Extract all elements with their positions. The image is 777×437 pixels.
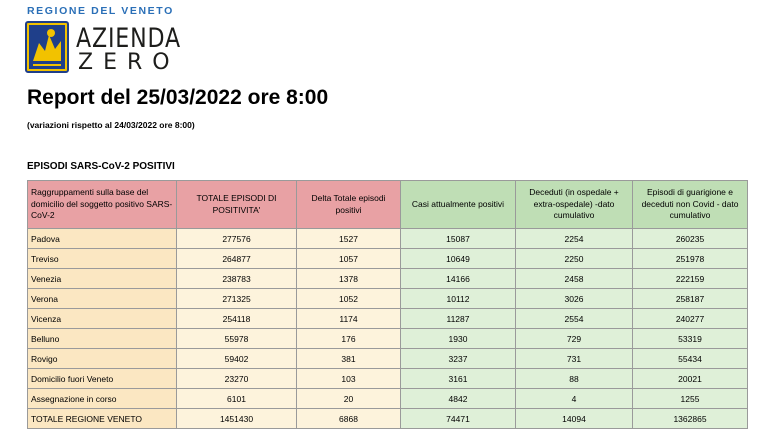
- delta-value: 1052: [297, 289, 401, 309]
- section-title: EPISODI SARS-CoV-2 POSITIVI: [27, 161, 175, 172]
- delta-value: 381: [297, 349, 401, 369]
- total-value: 6101: [177, 389, 297, 409]
- lion-emblem-icon: [25, 21, 69, 73]
- current-value: 3237: [401, 349, 516, 369]
- table-row: [28, 249, 748, 269]
- row-label: TOTALE REGIONE VENETO: [28, 409, 177, 429]
- deceased-value: 14094: [516, 409, 633, 429]
- deceased-value: 88: [516, 369, 633, 389]
- column-header-delta: Delta Totale episodi positivi: [297, 181, 401, 229]
- row-label: Venezia: [28, 269, 177, 289]
- logo-text-zero: ZERO: [78, 50, 180, 75]
- table-row: [28, 369, 748, 389]
- deceased-value: 731: [516, 349, 633, 369]
- recovered-value: 258187: [633, 289, 748, 309]
- total-value: 23270: [177, 369, 297, 389]
- page-title: Report del 25/03/2022 ore 8:00: [27, 86, 329, 109]
- deceased-value: 3026: [516, 289, 633, 309]
- delta-value: 103: [297, 369, 401, 389]
- current-value: 10649: [401, 249, 516, 269]
- current-value: 10112: [401, 289, 516, 309]
- delta-value: 1057: [297, 249, 401, 269]
- recovered-value: 20021: [633, 369, 748, 389]
- column-header-deceased: Deceduti (in ospedale + extra-ospedale) -dato cumulativo: [516, 181, 633, 229]
- column-header-total: TOTALE EPISODI DI POSITIVITA': [177, 181, 297, 229]
- logo-text-azienda: AZIENDA: [76, 23, 181, 54]
- recovered-value: 1255: [633, 389, 748, 409]
- deceased-value: 2554: [516, 309, 633, 329]
- delta-value: 20: [297, 389, 401, 409]
- delta-value: 176: [297, 329, 401, 349]
- total-value: 59402: [177, 349, 297, 369]
- positives-table: [27, 180, 748, 429]
- current-value: 74471: [401, 409, 516, 429]
- row-label: Rovigo: [28, 349, 177, 369]
- row-label: Assegnazione in corso: [28, 389, 177, 409]
- total-value: 277576: [177, 229, 297, 249]
- org-name: REGIONE DEL VENETO: [27, 5, 174, 17]
- delta-value: 1174: [297, 309, 401, 329]
- recovered-value: 1362865: [633, 409, 748, 429]
- column-header-group: Raggruppamenti sulla base del domicilio del soggetto positivo SARS-CoV-2: [28, 181, 177, 229]
- row-label: Belluno: [28, 329, 177, 349]
- deceased-value: 2458: [516, 269, 633, 289]
- total-value: 1451430: [177, 409, 297, 429]
- delta-value: 6868: [297, 409, 401, 429]
- deceased-value: 2254: [516, 229, 633, 249]
- recovered-value: 251978: [633, 249, 748, 269]
- table-row: [28, 289, 748, 309]
- table-row: [28, 329, 748, 349]
- table-row: [28, 269, 748, 289]
- column-header-current: Casi attualmente positivi: [401, 181, 516, 229]
- current-value: 15087: [401, 229, 516, 249]
- table-total-row: [28, 409, 748, 429]
- current-value: 11287: [401, 309, 516, 329]
- column-header-recovered: Episodi di guarigione e deceduti non Covid - dato cumulativo: [633, 181, 748, 229]
- current-value: 3161: [401, 369, 516, 389]
- row-label: Treviso: [28, 249, 177, 269]
- current-value: 4842: [401, 389, 516, 409]
- row-label: Verona: [28, 289, 177, 309]
- recovered-value: 55434: [633, 349, 748, 369]
- recovered-value: 260235: [633, 229, 748, 249]
- page-subtitle: (variazioni rispetto al 24/03/2022 ore 8:00): [27, 120, 195, 130]
- recovered-value: 222159: [633, 269, 748, 289]
- deceased-value: 729: [516, 329, 633, 349]
- row-label: Domicilio fuori Veneto: [28, 369, 177, 389]
- deceased-value: 4: [516, 389, 633, 409]
- row-label: Vicenza: [28, 309, 177, 329]
- total-value: 264877: [177, 249, 297, 269]
- total-value: 271325: [177, 289, 297, 309]
- table-header-row: [28, 181, 748, 229]
- table-row: [28, 389, 748, 409]
- delta-value: 1378: [297, 269, 401, 289]
- azienda-zero-logo: [25, 21, 181, 75]
- total-value: 254118: [177, 309, 297, 329]
- row-label: Padova: [28, 229, 177, 249]
- table-row: [28, 229, 748, 249]
- table-row: [28, 309, 748, 329]
- current-value: 1930: [401, 329, 516, 349]
- recovered-value: 53319: [633, 329, 748, 349]
- table-row: [28, 349, 748, 369]
- total-value: 55978: [177, 329, 297, 349]
- recovered-value: 240277: [633, 309, 748, 329]
- delta-value: 1527: [297, 229, 401, 249]
- total-value: 238783: [177, 269, 297, 289]
- current-value: 14166: [401, 269, 516, 289]
- deceased-value: 2250: [516, 249, 633, 269]
